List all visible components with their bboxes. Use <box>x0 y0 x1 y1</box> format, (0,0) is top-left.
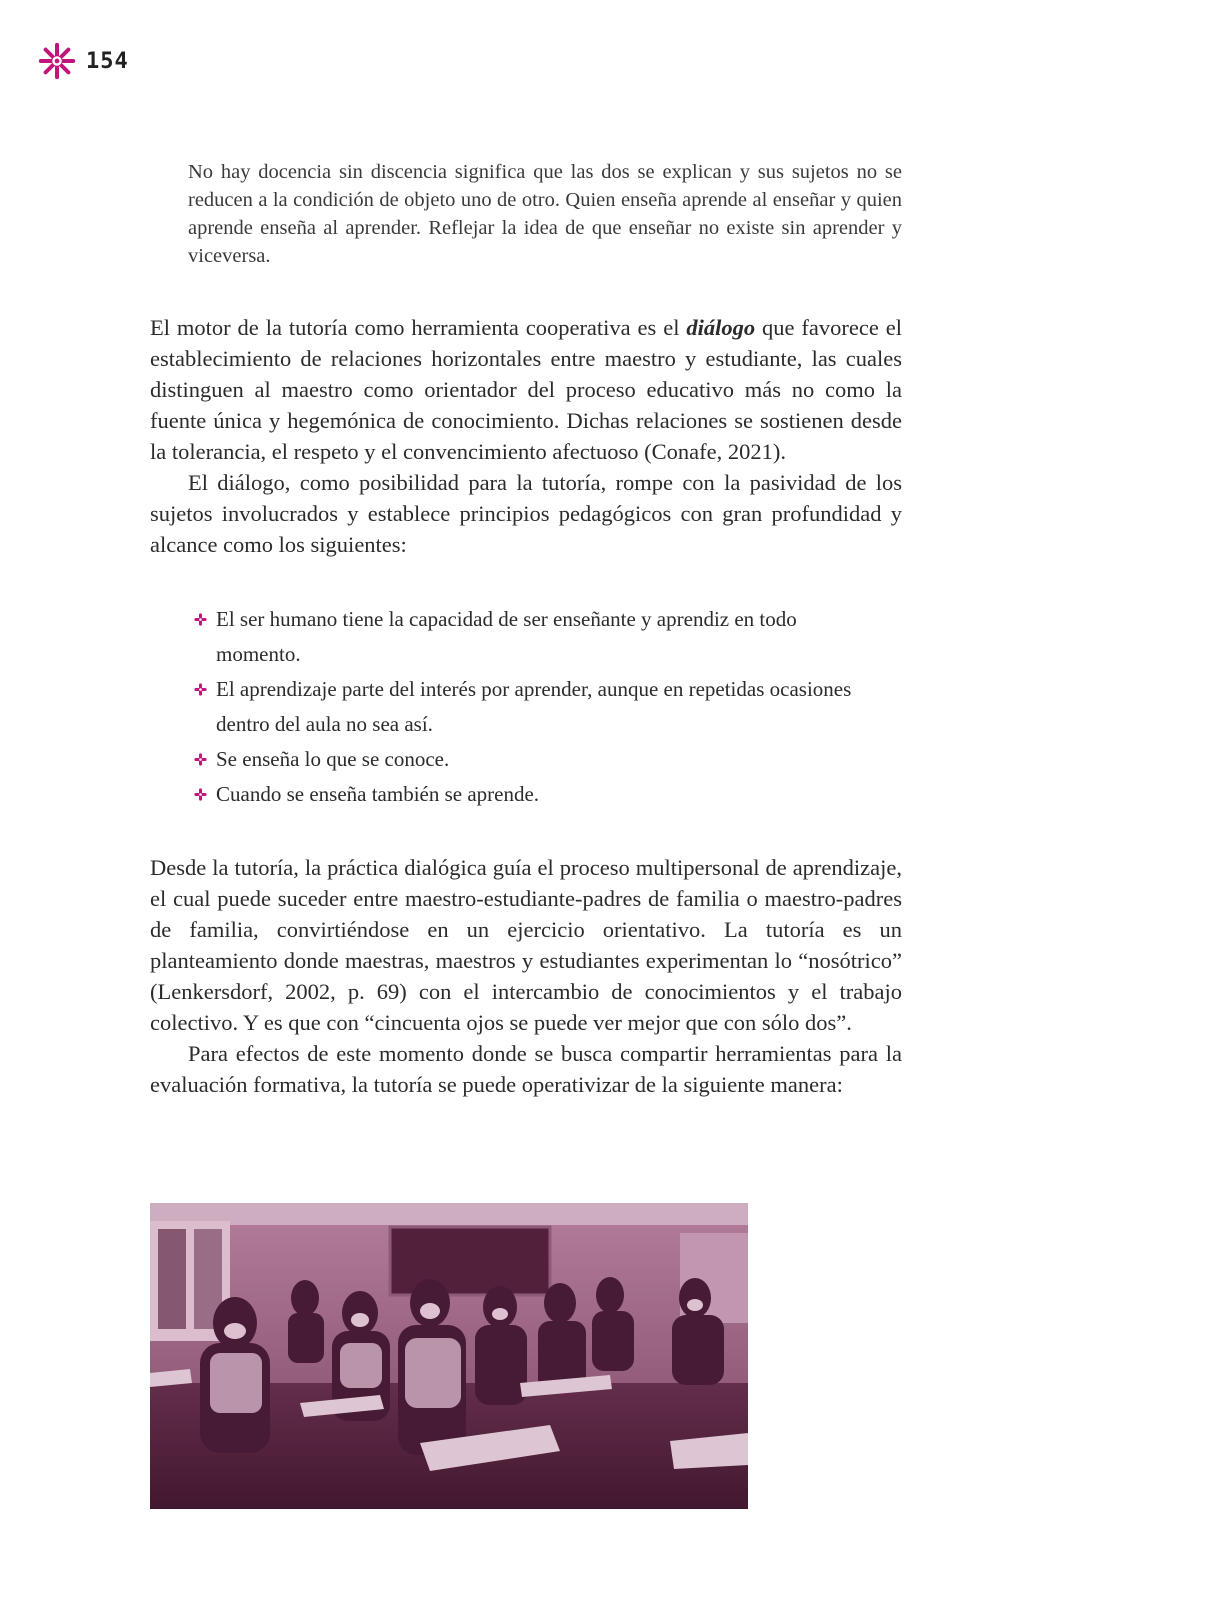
list-item-text: Cuando se enseña también se aprende. <box>216 782 540 806</box>
plus-bullet-icon <box>194 683 207 696</box>
page-number: 154 <box>86 48 129 74</box>
list-item <box>194 777 874 812</box>
paragraph-dialogo-end: que favorece el establecimiento de relaciones horizontales entre maestro y estudiante, las cuales distinguen al maestro como orientador del proceso educativo más no como la fuente única y hegemónica de conocimiento. Dichas relaciones se sostienen desde la tolerancia, el respeto y el convencimiento afectuoso (Conafe, 2021). <box>150 315 902 464</box>
classroom-photo <box>150 1203 748 1509</box>
paragraph-operativizar: Para efectos de este momento donde se busca compartir herramientas para la evaluación formativa, la tutoría se puede operativizar de la siguiente manera: <box>150 1041 902 1097</box>
list-item <box>194 672 874 742</box>
paragraph-dialogo <box>150 312 902 467</box>
list-item-text: El aprendizaje parte del interés por aprender, aunque en repetidas ocasiones dentro del aula no sea así. <box>216 677 852 736</box>
list-item <box>194 742 874 777</box>
plus-bullet-icon <box>194 753 207 766</box>
list-item <box>194 602 874 672</box>
asterisk-flower-icon <box>38 42 76 80</box>
block-quote: No hay docencia sin discencia significa que las dos se explican y sus sujetos no se reducen a la condición de objeto uno de otro. Quien enseña aprende al enseñar y quien aprende enseña al aprender. Reflejar la idea de que enseñar no existe sin aprender y viceversa. <box>188 161 902 267</box>
plus-bullet-icon <box>194 613 207 626</box>
paragraph-dialogo-start: El motor de la tutoría como herramienta cooperativa es el <box>150 315 687 340</box>
paragraph-practica-dialogica: Desde la tutoría, la práctica dialógica guía el proceso multipersonal de aprendizaje, el cual puede suceder entre maestro-estudiante-padres de familia o maestro-padres de familia, convirtiéndose en un ejercicio orientativo. La tutoría es un planteamiento donde maestras, maestros y estudiantes experimentan lo “nosótrico” (Lenkersdorf, 2002, p. 69) con el intercambio de conocimientos y el trabajo colectivo. Y es que con “cincuenta ojos se puede ver mejor que con sólo dos”. <box>150 855 902 1035</box>
page-header <box>38 42 129 80</box>
plus-bullet-icon <box>194 788 207 801</box>
emphasis-dialogo: diálogo <box>686 315 756 340</box>
list-item-text: Se enseña lo que se conoce. <box>216 747 450 771</box>
principles-list <box>194 602 874 812</box>
paragraph-principios: El diálogo, como posibilidad para la tutoría, rompe con la pasividad de los sujetos involucrados y establece principios pedagógicos con gran profundidad y alcance como los siguientes: <box>150 470 902 557</box>
main-content <box>150 158 902 1100</box>
list-item-text: El ser humano tiene la capacidad de ser enseñante y aprendiz en todo momento. <box>216 607 797 666</box>
